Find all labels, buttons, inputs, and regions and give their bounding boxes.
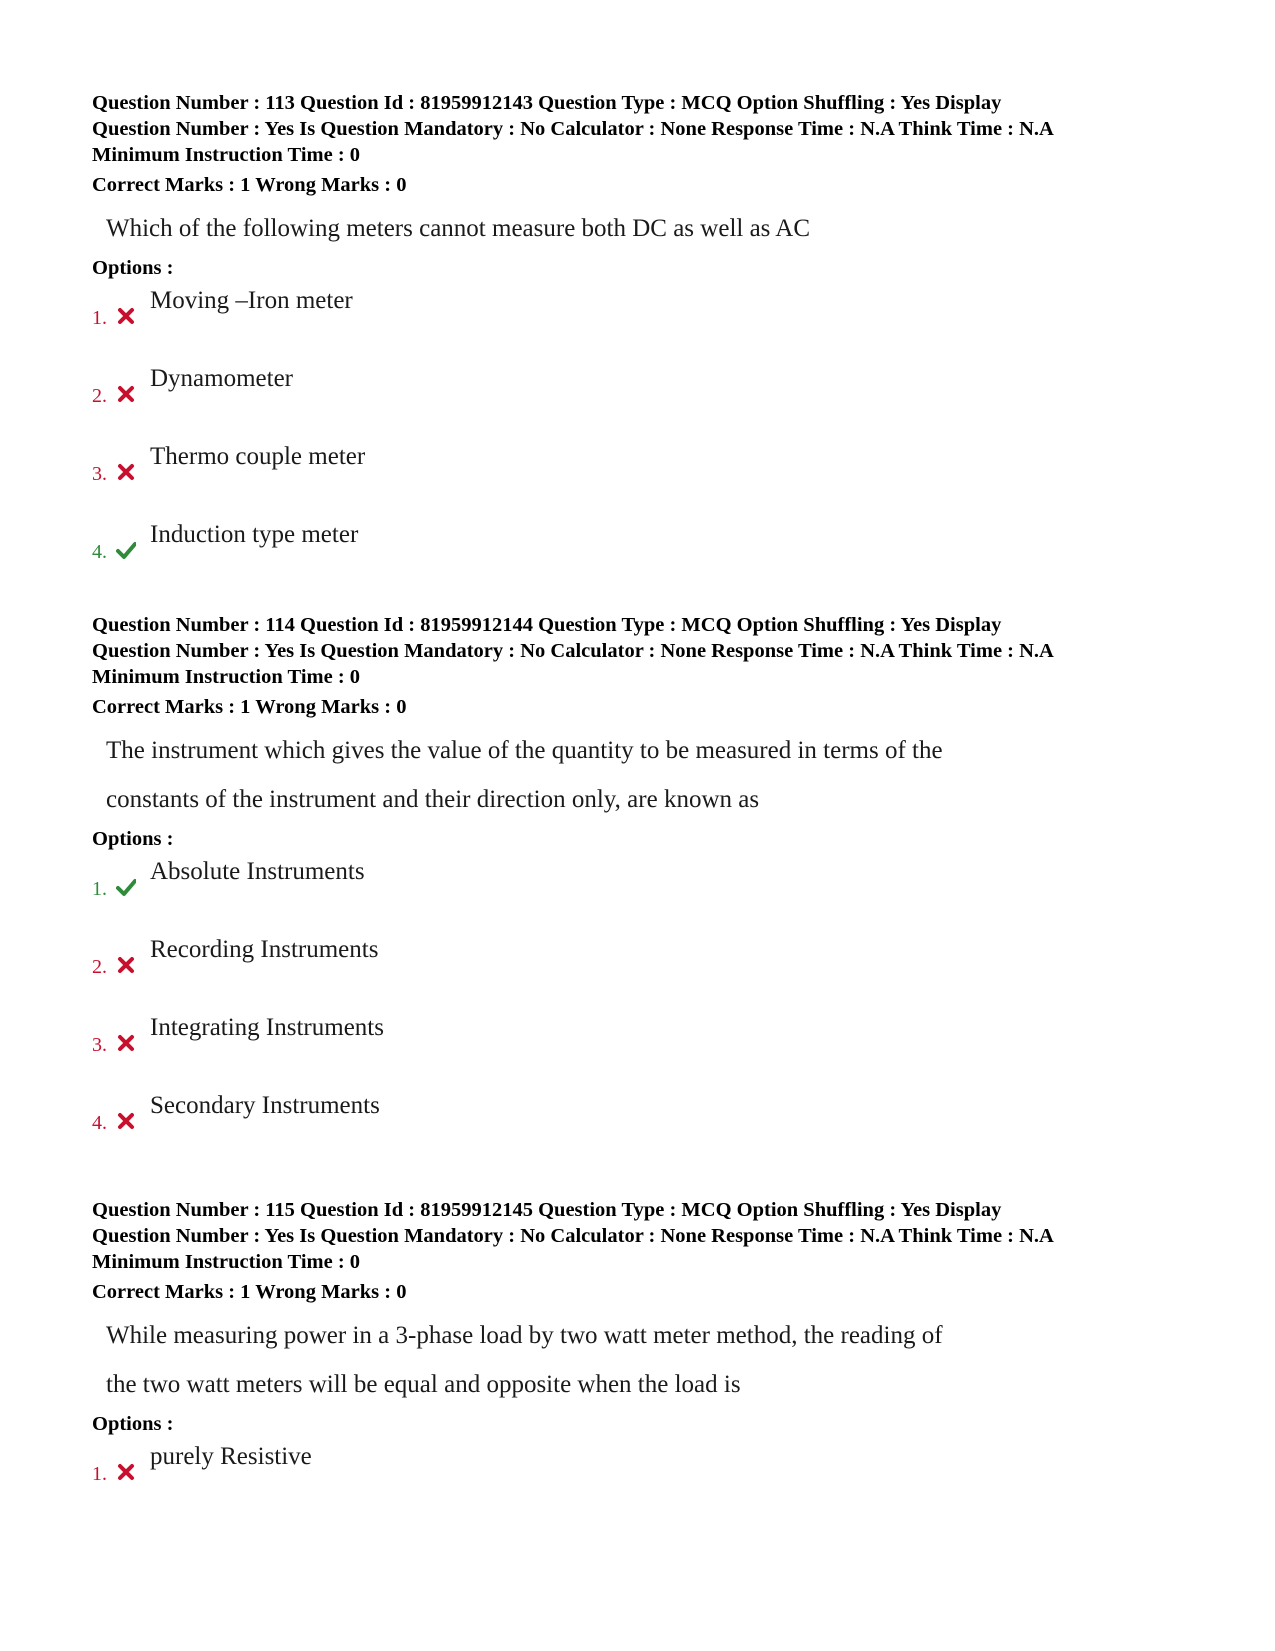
meta-line: Minimum Instruction Time : 0 xyxy=(92,1251,361,1273)
option-text: purely Resistive xyxy=(150,1443,312,1470)
option-item xyxy=(92,359,1212,437)
option-text: Integrating Instruments xyxy=(150,1014,384,1041)
option-number: 1. xyxy=(92,307,107,329)
cross-icon xyxy=(116,461,136,483)
check-icon xyxy=(116,539,136,561)
option-text: Recording Instruments xyxy=(150,936,379,963)
question-text xyxy=(92,204,1212,253)
option-item xyxy=(92,930,1212,1008)
question-text-line: The instrument which gives the value of the quantity to be measured in terms of the xyxy=(106,737,943,764)
meta-line: Question Number : 113 Question Id : 81959912143 Question Type : MCQ Option Shuffling : Yes Display xyxy=(92,92,1002,114)
question-block-113 xyxy=(92,90,1212,593)
question-meta xyxy=(92,1197,1212,1275)
option-number: 3. xyxy=(92,1034,107,1056)
cross-icon xyxy=(116,954,136,976)
options-label: Options : xyxy=(92,1413,174,1435)
option-text: Secondary Instruments xyxy=(150,1092,380,1119)
option-text: Moving –Iron meter xyxy=(150,287,353,314)
check-icon xyxy=(116,876,136,898)
option-number: 4. xyxy=(92,1112,107,1134)
question-text-line: the two watt meters will be equal and opposite when the load is xyxy=(106,1371,741,1398)
option-text: Dynamometer xyxy=(150,365,294,392)
option-item xyxy=(92,1008,1212,1086)
question-text xyxy=(92,726,1212,824)
option-item xyxy=(92,281,1212,359)
meta-line: Question Number : Yes Is Question Mandatory : No Calculator : None Response Time : N.A Think Time : N.A xyxy=(92,118,1054,140)
question-block-115 xyxy=(92,1197,1212,1515)
option-item xyxy=(92,437,1212,515)
question-text-line: While measuring power in a 3-phase load by two watt meter method, the reading of xyxy=(106,1322,943,1349)
option-number: 1. xyxy=(92,1463,107,1485)
meta-line: Minimum Instruction Time : 0 xyxy=(92,144,361,166)
question-meta xyxy=(92,90,1212,168)
option-item xyxy=(92,515,1212,593)
cross-icon xyxy=(116,1461,136,1483)
meta-line: Question Number : 114 Question Id : 81959912144 Question Type : MCQ Option Shuffling : Yes Display xyxy=(92,614,1002,636)
meta-line: Minimum Instruction Time : 0 xyxy=(92,666,361,688)
cross-icon xyxy=(116,383,136,405)
options-label: Options : xyxy=(92,828,174,850)
cross-icon xyxy=(116,305,136,327)
option-number: 3. xyxy=(92,463,107,485)
option-number: 1. xyxy=(92,878,107,900)
option-number: 4. xyxy=(92,541,107,563)
options-label: Options : xyxy=(92,257,174,279)
question-block-114 xyxy=(92,612,1212,1164)
option-number: 2. xyxy=(92,956,107,978)
question-marks: Correct Marks : 1 Wrong Marks : 0 xyxy=(92,174,407,196)
option-item xyxy=(92,1086,1212,1164)
cross-icon xyxy=(116,1110,136,1132)
option-text: Absolute Instruments xyxy=(150,858,365,885)
question-text-line: Which of the following meters cannot measure both DC as well as AC xyxy=(106,215,811,242)
cross-icon xyxy=(116,1032,136,1054)
meta-line: Question Number : 115 Question Id : 81959912145 Question Type : MCQ Option Shuffling : Yes Display xyxy=(92,1199,1002,1221)
meta-line: Question Number : Yes Is Question Mandatory : No Calculator : None Response Time : N.A Think Time : N.A xyxy=(92,1225,1054,1247)
option-text: Induction type meter xyxy=(150,521,359,548)
question-text-line: constants of the instrument and their direction only, are known as xyxy=(106,786,760,813)
question-marks: Correct Marks : 1 Wrong Marks : 0 xyxy=(92,1281,407,1303)
option-item xyxy=(92,1437,1212,1515)
question-meta xyxy=(92,612,1212,690)
meta-line: Question Number : Yes Is Question Mandatory : No Calculator : None Response Time : N.A Think Time : N.A xyxy=(92,640,1054,662)
option-text: Thermo couple meter xyxy=(150,443,366,470)
question-marks: Correct Marks : 1 Wrong Marks : 0 xyxy=(92,696,407,718)
option-item xyxy=(92,852,1212,930)
question-text xyxy=(92,1311,1212,1409)
option-number: 2. xyxy=(92,385,107,407)
